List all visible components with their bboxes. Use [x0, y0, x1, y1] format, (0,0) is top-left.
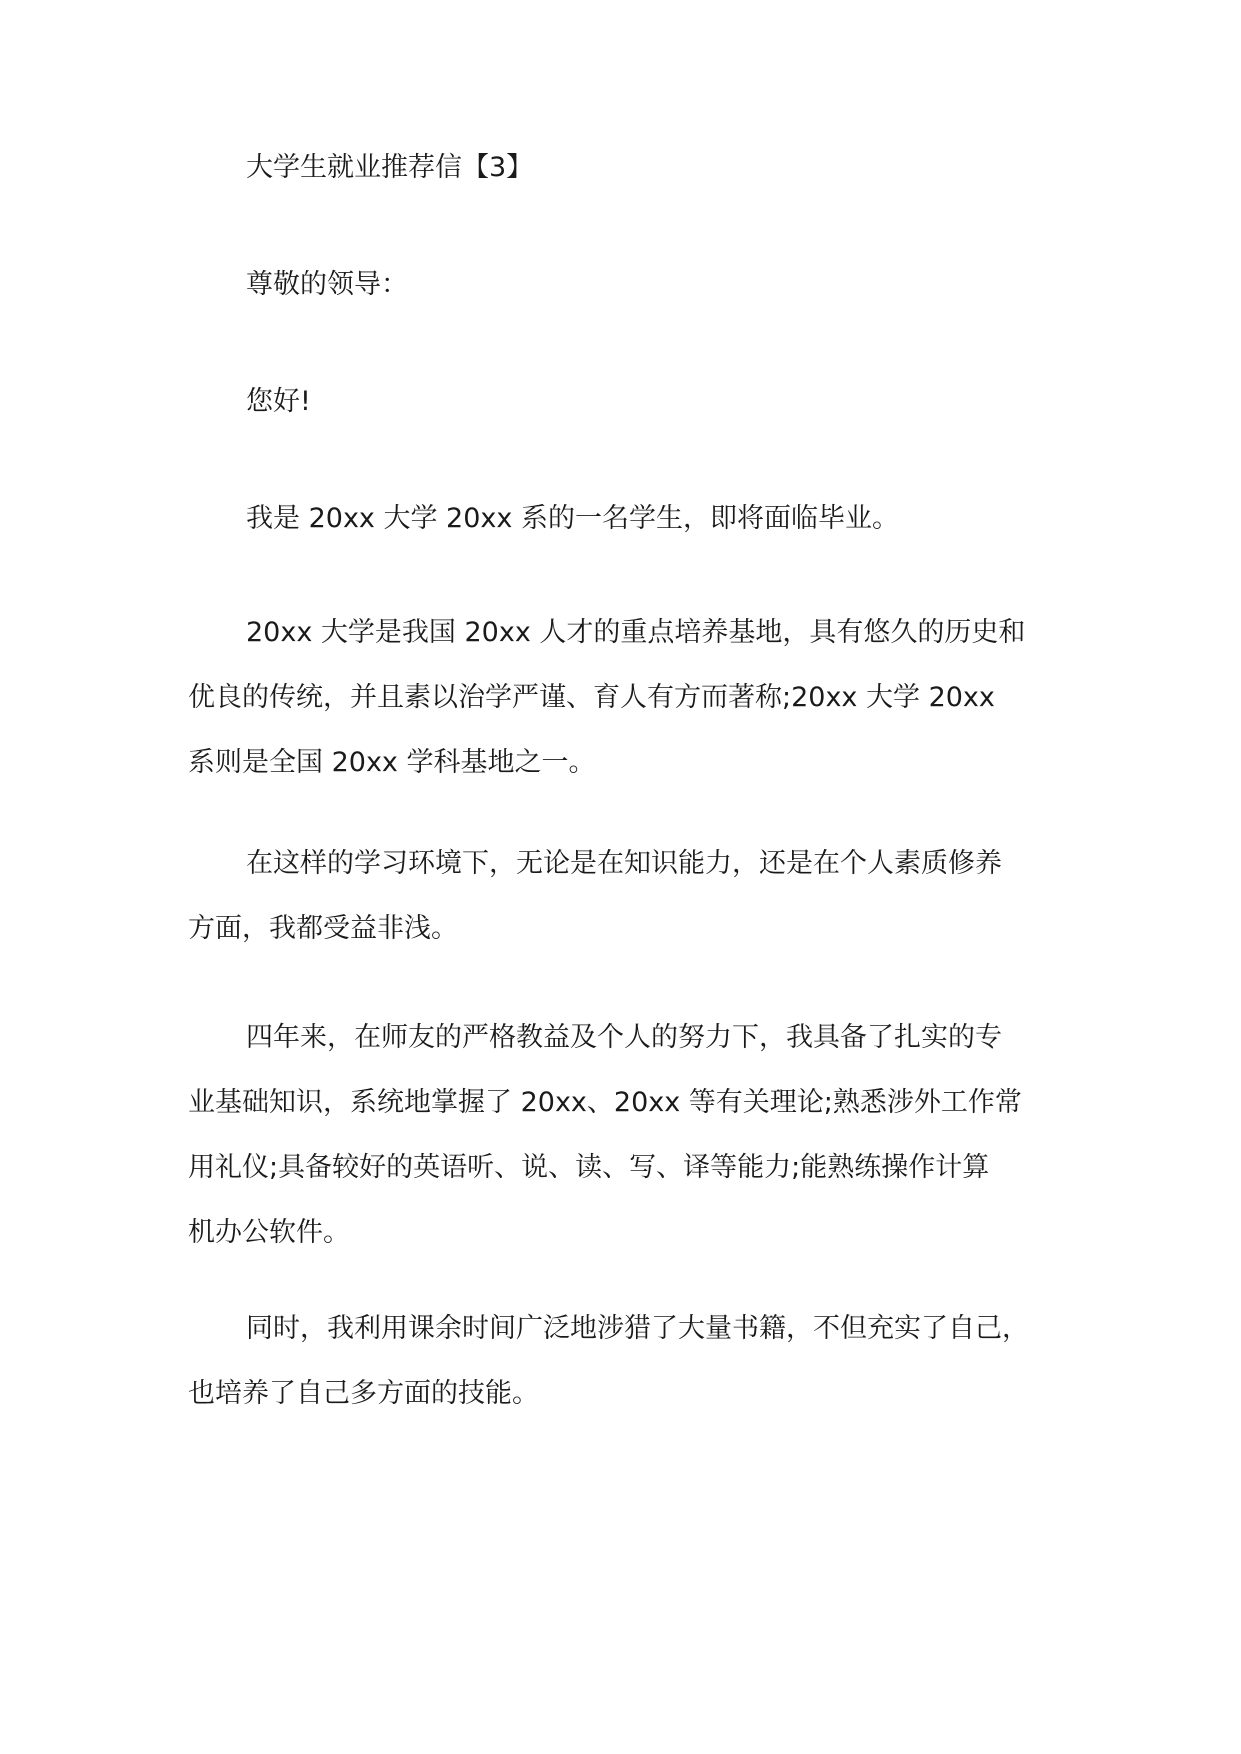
paragraph-1: [188, 486, 1060, 551]
paragraph-line: 优良的传统，并且素以治学严谨、育人有方而著称;20xx 大学 20xx: [188, 682, 995, 713]
salutation-text: 尊敬的领导：: [246, 269, 408, 300]
paragraph-line: 用礼仪;具备较好的英语听、说、读、写、译等能力;能熟练操作计算: [188, 1152, 990, 1183]
paragraph-line: 20xx 大学是我国 20xx 人才的重点培养基地，具有悠久的历史和: [246, 617, 1026, 648]
paragraph-line: 我是 20xx 大学 20xx 系的一名学生，即将面临毕业。: [246, 503, 899, 534]
document-title: [188, 135, 1060, 200]
paragraph-4: [188, 1005, 1060, 1265]
paragraph-3: [188, 831, 1060, 961]
salutation: [188, 252, 1060, 317]
title-text: 大学生就业推荐信【3】: [246, 152, 534, 183]
paragraph-line: 业基础知识，系统地掌握了 20xx、20xx 等有关理论;熟悉涉外工作常: [188, 1087, 1022, 1118]
paragraph-line: 同时，我利用课余时间广泛地涉猎了大量书籍，不但充实了自己，: [246, 1313, 1029, 1344]
paragraph-line: 在这样的学习环境下，无论是在知识能力，还是在个人素质修养: [246, 848, 1002, 879]
paragraph-line: 系则是全国 20xx 学科基地之一。: [188, 747, 596, 778]
paragraph-line: 也培养了自己多方面的技能。: [188, 1378, 539, 1409]
paragraph-line: 方面，我都受益非浅。: [188, 913, 458, 944]
greeting: [188, 369, 1060, 434]
paragraph-2: [188, 600, 1060, 795]
greeting-text: 您好!: [246, 386, 311, 417]
paragraph-5: [188, 1296, 1060, 1426]
paragraph-line: 机办公软件。: [188, 1217, 350, 1248]
paragraph-line: 四年来，在师友的严格教益及个人的努力下，我具备了扎实的专: [246, 1022, 1002, 1053]
